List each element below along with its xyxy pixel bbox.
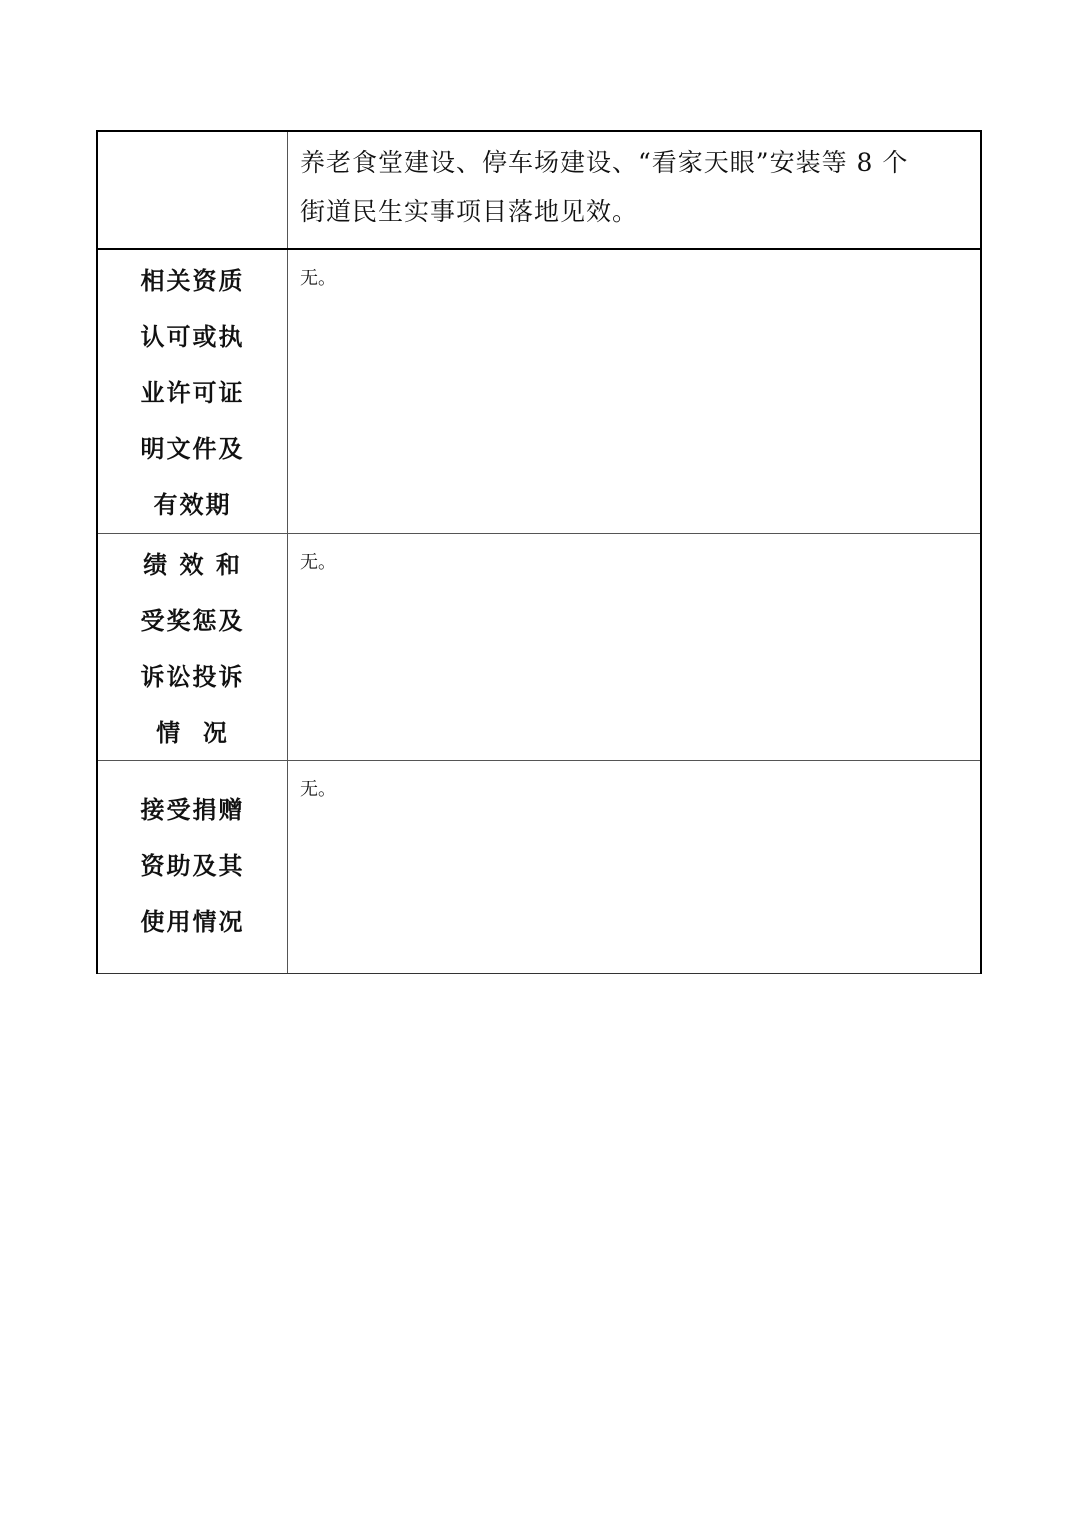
info-table <box>96 130 982 974</box>
label-line: 情 况 <box>156 719 229 747</box>
row-value <box>288 534 980 760</box>
label-line: 有效期 <box>153 491 232 519</box>
row-label <box>98 250 288 533</box>
row-label <box>98 534 288 760</box>
label-line: 业许可证 <box>140 379 245 407</box>
label-line: 资助及其 <box>140 852 245 880</box>
label-line: 绩 效 和 <box>143 551 242 579</box>
label-line: 受奖惩及 <box>140 607 245 635</box>
row-label <box>98 761 288 973</box>
label-line: 诉讼投诉 <box>140 663 245 691</box>
row-value <box>288 250 980 533</box>
label-line: 明文件及 <box>140 435 245 463</box>
row-value <box>288 761 980 973</box>
label-line: 使用情况 <box>140 908 245 936</box>
value-text: 无。 <box>300 552 336 573</box>
row-label-empty <box>98 132 288 248</box>
label-line: 认可或执 <box>140 323 245 351</box>
table-row-performance <box>98 533 980 760</box>
table-row-qualification <box>98 250 980 533</box>
label-line: 接受捐赠 <box>140 796 245 824</box>
value-text: 无。 <box>300 268 336 289</box>
row-value <box>288 132 980 248</box>
value-text: 无。 <box>300 779 336 800</box>
table-row-donations <box>98 760 980 974</box>
table-row-continued <box>98 130 980 250</box>
value-line: 街道民生实事项目落地见效。 <box>300 197 639 226</box>
label-line: 相关资质 <box>140 267 245 295</box>
value-line: 养老食堂建设、停车场建设、“看家天眼”安装等 8 个 <box>300 148 909 177</box>
